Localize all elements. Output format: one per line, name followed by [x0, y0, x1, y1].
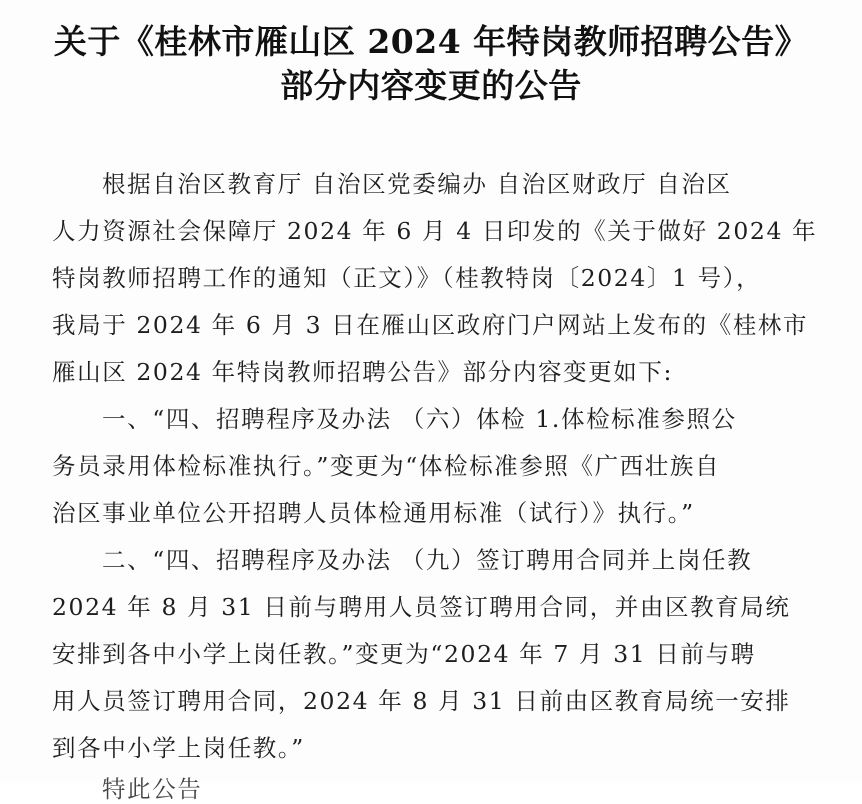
closing-line-text: 特此公告 [102, 775, 203, 803]
document-title-line-1: 关于《桂林市雁山区 2024 年特岗教师招聘公告》 [53, 22, 809, 61]
body-line-8: 治区事业单位公开招聘人员体检通用标准（试行）》执行。” [52, 499, 695, 527]
body-line-10: 2024 年 8 月 31 日前与聘用人员签订聘用合同，并由区教育局统 [52, 593, 791, 621]
body-line-12: 用人员签订聘用合同，2024 年 8 月 31 日前由区教育局统一安排 [52, 687, 791, 715]
body-line-2: 人力资源社会保障厅 2024 年 6 月 4 日印发的《关于做好 2024 年 [52, 217, 818, 245]
cropped-closing-line [88, 770, 208, 803]
body-line-3: 特岗教师招聘工作的通知（正文）》（桂教特岗〔2024〕1 号）， [52, 264, 762, 292]
body-line-11: 安排到各中小学上岗任教。”变更为“2024 年 7 月 31 日前与聘 [52, 640, 756, 668]
body-line-9: 二、“四、招聘程序及办法 （九）签订聘用合同并上岗任教 [102, 546, 753, 574]
body-line-5: 雁山区 2024 年特岗教师招聘公告》部分内容变更如下: [52, 358, 673, 386]
body-line-7: 务员录用体检标准执行。”变更为“体检标准参照《广西壮族自 [52, 452, 721, 480]
body-line-6: 一、“四、招聘程序及办法 （六）体检 1.体检标准参照公 [102, 405, 737, 433]
document-title-line-2: 部分内容变更的公告 [280, 66, 582, 105]
body-line-13: 到各中小学上岗任教。” [52, 734, 305, 762]
body-line-1: 根据自治区教育厅 自治区党委编办 自治区财政厅 自治区 [102, 170, 732, 198]
body-line-4: 我局于 2024 年 6 月 3 日在雁山区政府门户网站上发布的《桂林市 [52, 311, 809, 339]
